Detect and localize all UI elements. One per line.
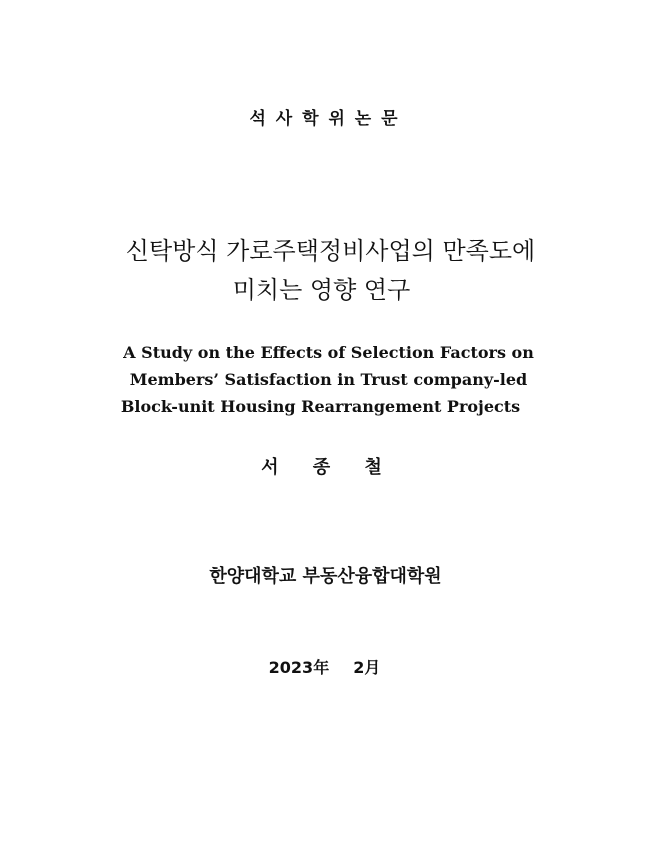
english-title-line-1: A Study on the Effects of Selection Factors on [123, 343, 534, 362]
korean-title-line-1: 신탁방식 가로주택정비사업의 만족도에 [125, 237, 536, 265]
submission-date [0, 655, 649, 678]
korean-title-line-2: 미치는 영향 연구 [232, 276, 411, 304]
english-title-line-3: Block-unit Housing Rearrangement Projects [120, 397, 521, 416]
author-name: 서 종 철 [261, 457, 396, 478]
submission-month: 2月 [353, 658, 381, 677]
submission-year: 2023年 [268, 658, 330, 677]
graduate-school: 한양대학교 부동산융합대학원 [209, 566, 442, 587]
degree-type: 석 사 학 위 논 문 [249, 109, 400, 129]
english-title-line-2: Members’ Satisfaction in Trust company-led [129, 370, 528, 389]
